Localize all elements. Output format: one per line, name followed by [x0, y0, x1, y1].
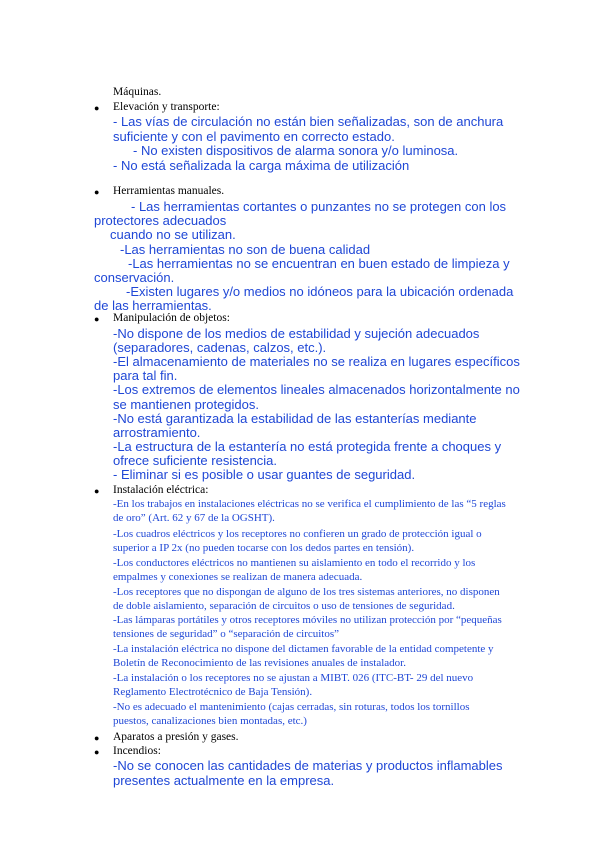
manipulacion-line: -No está garantizada la estabilidad de las estanterías mediante: [113, 411, 477, 426]
instalacion-line: tensiones de seguridad” o “separación de circuitos”: [113, 628, 340, 640]
manipulacion-line: (separadores, cadenas, calzos, etc.).: [113, 340, 327, 355]
bullet-icon: ●: [94, 733, 100, 743]
heading-instalacion: Instalación eléctrica:: [113, 484, 209, 496]
heading-manipulacion: Manipulación de objetos:: [113, 312, 230, 324]
herramientas-line: de las herramientas.: [94, 298, 212, 313]
herramientas-line: cuando no se utilizan.: [110, 227, 236, 242]
bullet-icon: ●: [94, 747, 100, 757]
herramientas-line: protectores adecuados: [94, 213, 227, 228]
instalacion-line: empalmes y conexiones se realizan de manera adecuada.: [113, 571, 363, 583]
manipulacion-line: -El almacenamiento de materiales no se realiza en lugares específicos: [113, 354, 520, 369]
manipulacion-line: arrostramiento.: [113, 425, 201, 440]
instalacion-line: de oro” (Art. 62 y 67 de la OGSHT).: [113, 512, 275, 524]
bullet-icon: ●: [94, 486, 100, 496]
instalacion-line: -La instalación o los receptores no se ajustan a MIBT. 026 (ITC-BT- 29 del nuevo: [113, 672, 474, 684]
herramientas-line: conservación.: [94, 270, 175, 285]
instalacion-line: -La instalación eléctrica no dispone del dictamen favorable de la entidad competente y: [113, 643, 494, 655]
instalacion-line: -Los conductores eléctricos no mantienen su aislamiento en todo el recorrido y los: [113, 557, 476, 569]
manipulacion-line: -Los extremos de elementos lineales almacenados horizontalmente no: [113, 382, 520, 397]
elevacion-line: - Las vías de circulación no están bien señalizadas, son de anchura: [113, 114, 504, 129]
instalacion-line: -No es adecuado el mantenimiento (cajas cerradas, sin roturas, todos los tornillos: [113, 701, 470, 713]
manipulacion-line: -No dispone de los medios de estabilidad y sujeción adecuados: [113, 326, 480, 341]
item-maquinas: Máquinas.: [113, 86, 162, 98]
incendios-line: -No se conocen las cantidades de materias y productos inflamables: [113, 758, 503, 773]
manipulacion-line: ofrece suficiente resistencia.: [113, 453, 278, 468]
instalacion-line: -Los cuadros eléctricos y los receptores no confieren un grado de protección igual o: [113, 528, 482, 540]
herramientas-line: -Existen lugares y/o medios no idóneos para la ubicación ordenada: [126, 284, 514, 299]
instalacion-line: superior a IP 2x (no pueden tocarse con los dedos partes en tensión).: [113, 542, 415, 554]
heading-aparatos: Aparatos a presión y gases.: [113, 731, 239, 743]
manipulacion-line: -La estructura de la estantería no está protegida frente a choques y: [113, 439, 502, 454]
incendios-line: presentes actualmente en la empresa.: [113, 773, 335, 788]
bullet-icon: ●: [94, 187, 100, 197]
manipulacion-line: - Eliminar si es posible o usar guantes de seguridad.: [113, 467, 416, 482]
elevacion-line: - No existen dispositivos de alarma sonora y/o luminosa.: [133, 143, 459, 158]
bullet-icon: ●: [94, 314, 100, 324]
herramientas-line: -Las herramientas no se encuentran en buen estado de limpieza y: [128, 256, 510, 271]
manipulacion-line: se mantienen protegidos.: [113, 397, 259, 412]
elevacion-line: suficiente y con el pavimento en correcto estado.: [113, 129, 395, 144]
bullet-icon: ●: [94, 103, 100, 113]
manipulacion-line: para tal fin.: [113, 368, 178, 383]
instalacion-line: Reglamento Electrotécnico de Baja Tensión).: [113, 686, 313, 698]
instalacion-line: -Los receptores que no dispongan de alguno de los tres sistemas anteriores, no disponen: [113, 586, 500, 598]
heading-herramientas: Herramientas manuales.: [113, 185, 225, 197]
heading-elevacion: Elevación y transporte:: [113, 101, 220, 113]
herramientas-line: -Las herramientas no son de buena calidad: [120, 242, 371, 257]
herramientas-line: - Las herramientas cortantes o punzantes no se protegen con los: [131, 199, 507, 214]
instalacion-line: -En los trabajos en instalaciones eléctricas no se verifica el cumplimiento de las “5 reglas: [113, 498, 506, 510]
instalacion-line: de doble aislamiento, separación de circuitos o uso de tensiones de seguridad.: [113, 600, 455, 612]
elevacion-line: - No está señalizada la carga máxima de utilización: [113, 158, 410, 173]
instalacion-line: -Las lámparas portátiles y otros receptores móviles no utilizan protección por “pequeñas: [113, 614, 502, 626]
instalacion-line: Boletín de Reconocimiento de las revisiones anuales de instalador.: [113, 657, 406, 669]
instalacion-line: puestos, canalizaciones bien montadas, etc.): [113, 715, 307, 727]
heading-incendios: Incendios:: [113, 745, 161, 757]
